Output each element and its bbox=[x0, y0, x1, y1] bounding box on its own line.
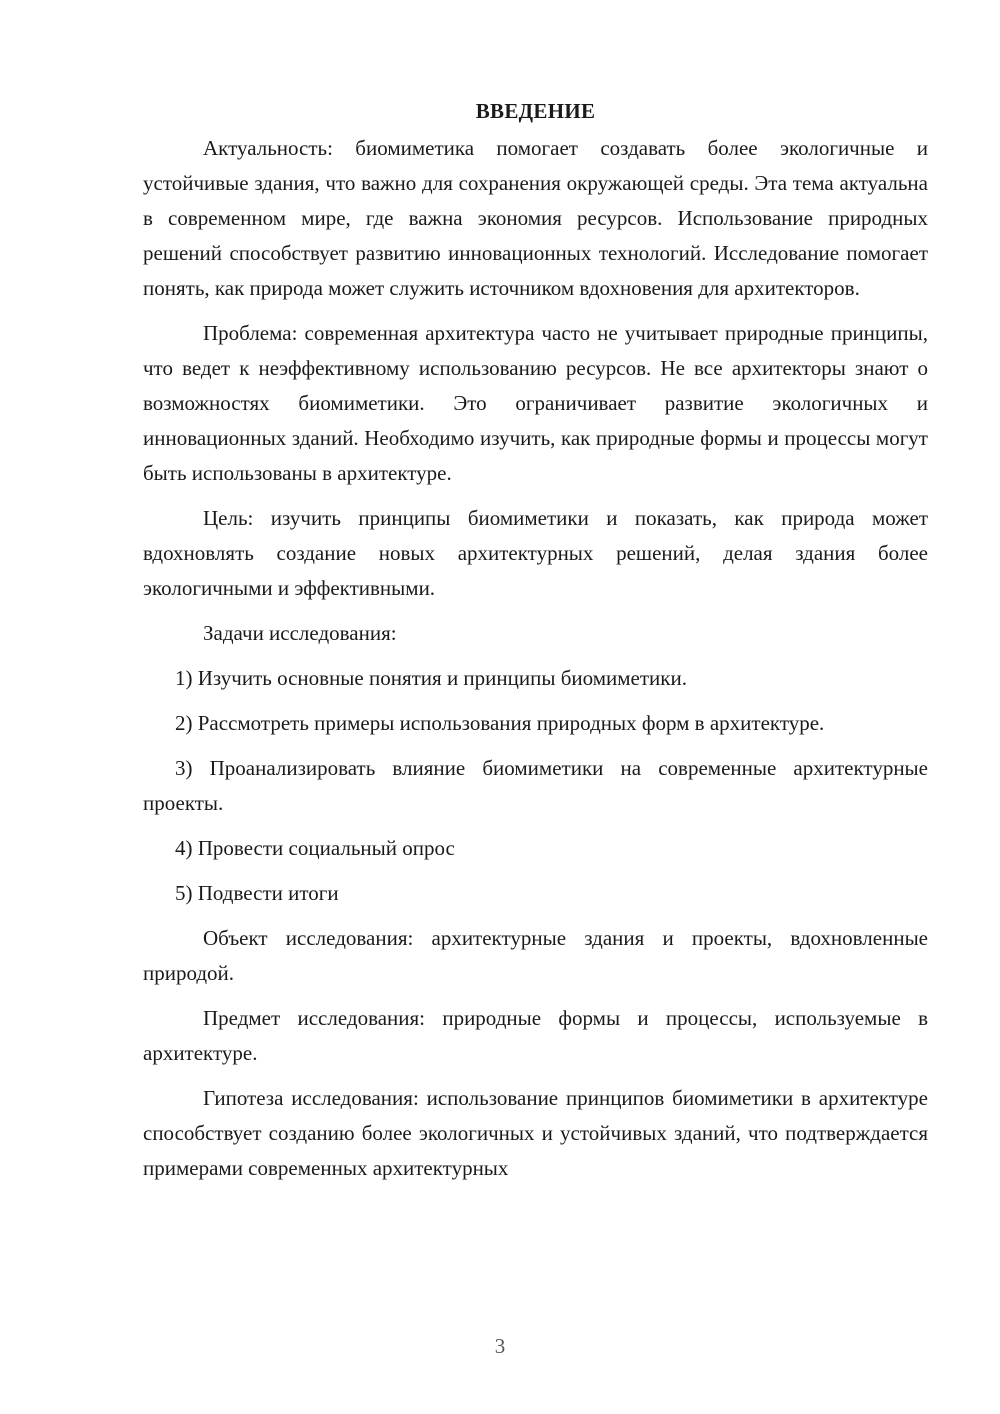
task-item-1: 1) Изучить основные понятия и принципы биомиметики. bbox=[175, 666, 687, 690]
relevance-paragraph: Актуальность: биомиметика помогает создавать более экологичные и устойчивые здания, что важно для сохранения окружающей среды. Эта тема актуальна в современном мире, где важна экономия ресурсов. Использование природных решений способствует развитию инновационных технологий. Исследование помогает понять, как природа может служить источником вдохновения для архитекторов. bbox=[143, 136, 928, 300]
goal-paragraph: Цель: изучить принципы биомиметики и показать, как природа может вдохновлять создание новых архитектурных решений, делая здания более экологичными и эффективными. bbox=[143, 506, 928, 600]
task-item-4: 4) Провести социальный опрос bbox=[175, 836, 455, 860]
object-paragraph: Объект исследования: архитектурные здания и проекты, вдохновленные природой. bbox=[143, 926, 928, 985]
problem-paragraph: Проблема: современная архитектура часто не учитывает природные принципы, что ведет к неэффективному использованию ресурсов. Не все архитекторы знают о возможностях биомиметики. Это ограничивает развитие экологичных и инновационных зданий. Необходимо изучить, как природные формы и процессы могут быть использованы в архитектуре. bbox=[143, 321, 928, 485]
tasks-heading: Задачи исследования: bbox=[203, 621, 397, 645]
page-number: 3 bbox=[494, 1334, 506, 1358]
task-item-5: 5) Подвести итоги bbox=[175, 881, 339, 905]
hypothesis-paragraph: Гипотеза исследования: использование принципов биомиметики в архитектуре способствует созданию более экологичных и устойчивых зданий, что подтверждается примерами современных архитектурных bbox=[143, 1086, 928, 1180]
task-item-2: 2) Рассмотреть примеры использования природных форм в архитектуре. bbox=[175, 711, 825, 735]
document-title: ВВЕДЕНИЕ bbox=[475, 99, 596, 123]
document-page bbox=[143, 96, 928, 1196]
subject-paragraph: Предмет исследования: природные формы и процессы, используемые в архитектуре. bbox=[143, 1006, 928, 1065]
task-item-3: 3) Проанализировать влияние биомиметики на современные архитектурные проекты. bbox=[143, 756, 928, 815]
